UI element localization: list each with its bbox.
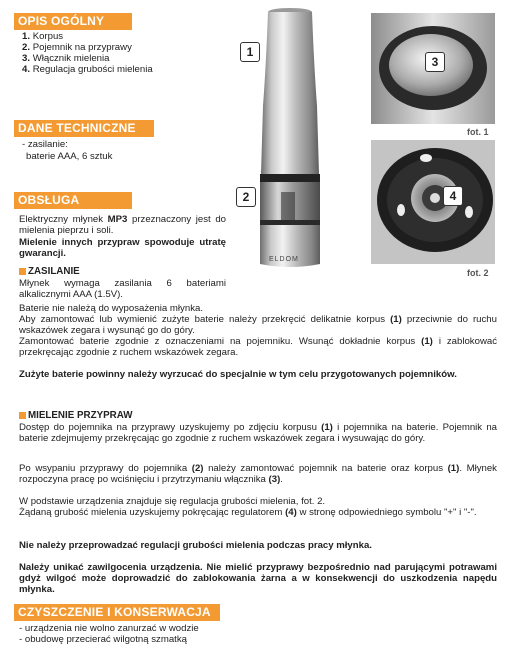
power-p4: Zamontować baterie zgodnie z oznaczeniami na pojemniku. Wsunąć dokładnie korpus (1) i zablokować przekręcając zgodnie z ruchem wskazówek zegara. bbox=[19, 336, 497, 358]
section-heading-cleaning: CZYSZCZENIE I KONSERWACJA bbox=[14, 604, 220, 621]
tech-power-value: baterie AAA, 6 sztuk bbox=[26, 151, 113, 162]
grinding-p1: Dostęp do pojemnika na przyprawy uzyskujemy po zdjęciu korpusu (1) i pojemnika na baterie. Pojemnik na baterie zdejmujemy przekręcając go zgodnie z ruchem wskazówek zegara i wysuwając do góry. bbox=[19, 422, 498, 444]
section-heading-tech: DANE TECHNICZNE bbox=[14, 120, 154, 137]
overview-item-2: 2. Pojemnik na przyprawy bbox=[22, 42, 132, 53]
power-note: Zużyte baterie powinny należy wyrzucać do specjalnie w tym celu przygotowanych pojemników. bbox=[19, 369, 457, 380]
section-heading-usage: OBSŁUGA bbox=[14, 192, 132, 209]
usage-warning: Mielenie innych przypraw spowoduje utratę gwarancji. bbox=[19, 237, 226, 259]
subheading-grinding: MIELENIE PRZYPRAW bbox=[19, 410, 133, 421]
callout-3: 3 bbox=[425, 52, 445, 72]
callout-1: 1 bbox=[240, 42, 260, 62]
cleaning-line1: - urządzenia nie wolno zanurzać w wodzie bbox=[19, 623, 199, 634]
grinding-p2: Po wsypaniu przyprawy do pojemnika (2) należy zamontować pojemnik na baterie oraz korpus (1). Młynek rozpoczyna pracę po wciśnięciu i przytrzymaniu włącznika (3). bbox=[19, 463, 497, 485]
bullet-square bbox=[19, 268, 26, 275]
subheading-power: ZASILANIE bbox=[19, 266, 80, 277]
photo-fot2 bbox=[371, 140, 495, 264]
overview-list bbox=[22, 31, 153, 75]
power-p2: Baterie nie należą do wyposażenia młynka. bbox=[19, 303, 203, 314]
callout-4: 4 bbox=[443, 186, 463, 206]
caption-fot1: fot. 1 bbox=[467, 127, 489, 137]
bullet-square bbox=[19, 412, 26, 419]
overview-item-3: 3. Włącznik mielenia bbox=[22, 53, 110, 64]
usage-intro: Elektryczny młynek MP3 przeznaczony jest do mielenia pieprzu i soli. bbox=[19, 214, 227, 236]
caption-fot2: fot. 2 bbox=[467, 268, 489, 278]
tech-power-label: - zasilanie: bbox=[22, 139, 68, 150]
grinding-p4: Żądaną grubość mielenia uzyskujemy pokręcając regulatorem (4) w stronę odpowiedniego symbolu "+" i "-". bbox=[19, 507, 477, 518]
cleaning-line2: - obudowę przecierać wilgotną szmatką bbox=[19, 634, 187, 645]
overview-item-1: 1. Korpus bbox=[22, 31, 64, 42]
power-p3: Aby zamontować lub wymienić zużyte baterie należy przekręcić delikatnie korpus (1) przeciwnie do ruchu wskazówek zegara i wysunąć go do góry. bbox=[19, 314, 497, 336]
grinding-note2: Należy unikać zawilgocenia urządzenia. Nie mielić przyprawy bezpośrednio nad parującymi potrawami gdyż wilgoć może doprowadzić do zablokowania żarna a w konsekwencji do uszkodzenia napędu młynka. bbox=[19, 562, 497, 595]
grinding-p3: W podstawie urządzenia znajduje się regulacja grubości mielenia, fot. 2. bbox=[19, 496, 326, 507]
grinding-note1: Nie należy przeprowadzać regulacji grubości mielenia podczas pracy młynka. bbox=[19, 540, 372, 551]
overview-item-4: 4. Regulacja grubości mielenia bbox=[22, 64, 153, 75]
power-p1: Młynek wymaga zasilania 6 bateriami alkalicznymi AAA (1.5V). bbox=[19, 278, 226, 300]
callout-2: 2 bbox=[236, 187, 256, 207]
brand-label: ELDOM bbox=[269, 256, 299, 263]
section-heading-overview: OPIS OGÓLNY bbox=[14, 13, 132, 30]
